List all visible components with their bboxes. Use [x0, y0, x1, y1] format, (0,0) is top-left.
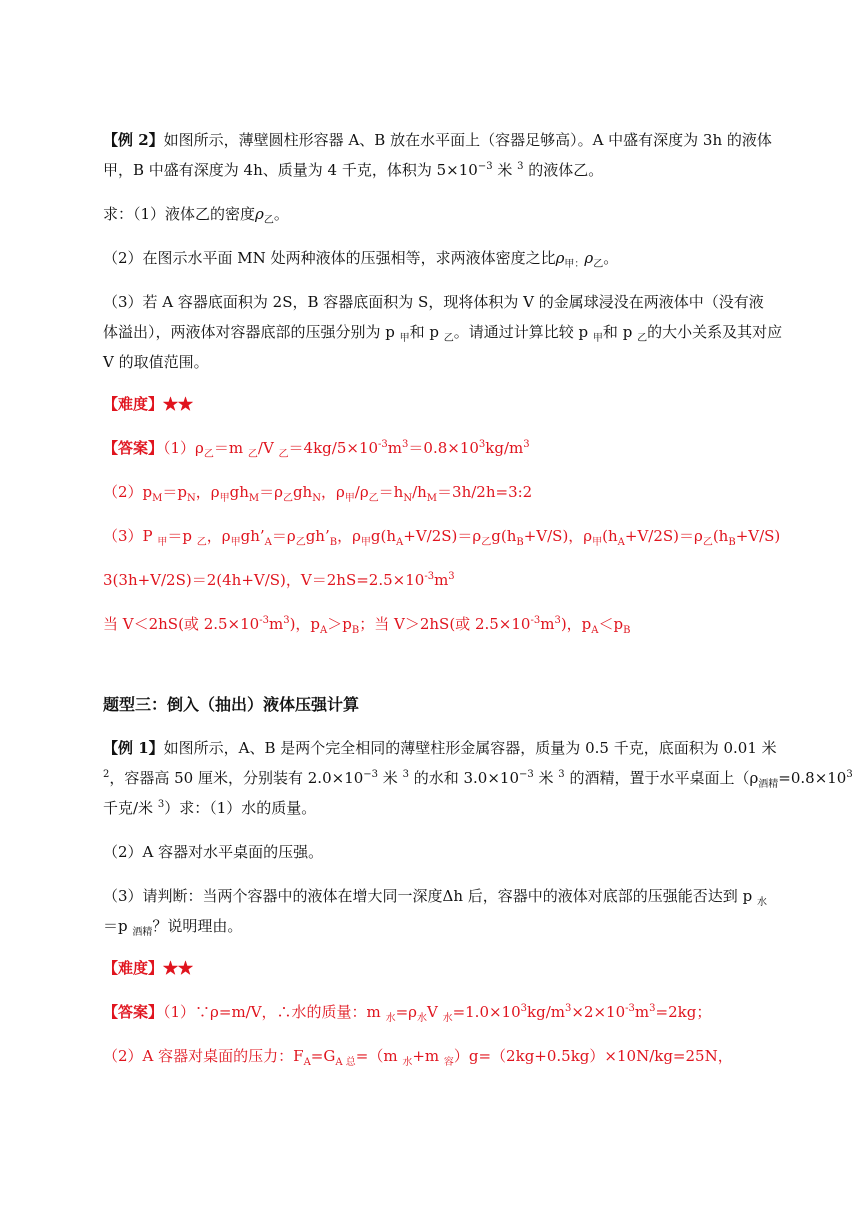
ex2-question-1: 求：（1）液体乙的密度$\rho_乙$。 — [103, 205, 289, 226]
ex1-line-1: 【例 1】如图所示，A、B 是两个完全相同的薄壁柱形金属容器，质量为 0.5 千克，底面积为 0.01 米 — [103, 739, 777, 757]
ex2-question-3-line-2: 体溢出），两液体对容器底部的压强分别为 p $_甲$和 p $_乙$。请通过计算比较 p $_甲$和 p $_乙$的大小关系及其对应 — [103, 323, 783, 344]
ex1-question-3-line-2: ＝p $_{酒精}$？说明理由。 — [103, 917, 243, 938]
ex1-difficulty: 【难度】★★ — [103, 959, 194, 977]
ex1-answer-1: 【答案】（1）∵ρ=m/V，∴水的质量：m $_水=\rho_水V$ $_水=1.0\times 10^3kg/m^3\times 2\times 10^{-3}m^3=2kg$； — [103, 1003, 712, 1024]
ex2-difficulty: 【难度】★★ — [103, 395, 194, 413]
ex2-line-2: 甲，B 中盛有深度为 4h、质量为 4 千克，体积为 $5\times 10^{-3}$ 米 $^3$ 的液体乙。 — [103, 161, 604, 179]
ex1-question-3-line-1: （3）请判断：当两个容器中的液体在增大同一深度Δh 后，容器中的液体对底部的压强能否达到 p $_水$ — [103, 887, 767, 908]
ex2-question-2: （2）在图示水平面 MN 处两种液体的压强相等，求两液体密度之比$\rho_{甲:}\rho_乙$。 — [103, 249, 619, 270]
ex1-line-3: 千克/米 $^3$）求：（1）水的质量。 — [103, 799, 317, 817]
ex1-question-2: （2）A 容器对水平桌面的压强。 — [103, 843, 324, 861]
section-title: 题型三：倒入（抽出）液体压强计算 — [103, 695, 360, 714]
ex2-line-1: 【例 2】如图所示，薄壁圆柱形容器 A、B 放在水平面上（容器足够高）。A 中盛有深度为 3h 的液体 — [103, 131, 772, 149]
ex1-answer-2: （2）A 容器对桌面的压力：$F_A=G_{A 总}=(m$ $_水$+m $_容$）g=（2kg+0.5kg）×10N/kg=25N， — [103, 1047, 733, 1068]
ex2-question-3-line-1: （3）若 A 容器底面积为 2S，B 容器底面积为 S，现将体积为 V 的金属球浸没在两液体中（没有液 — [103, 293, 764, 311]
ex1-line-2: $^2$，容器高 50 厘米，分别装有 $2.0\times 10^{-3}$ 米 $^3$ 的水和 $3.0\times 10^{-3}$ 米 $^3$ 的酒精，置于水平桌面上（$\rho_{酒精}=0.8\times 10^3$ — [103, 769, 853, 790]
ex2-answer-1: 【答案】$(1)\rho_乙=m$ $_乙$/V $_乙=4kg/5\times 10^{-3}m^3=0.8\times 10^3kg/m^3$ — [103, 439, 530, 460]
ex2-answer-3-line-3: 当 V＜2hS(或 $2.5\times 10^{-3}m^3$)，$p_A>p_B$；当 V＞2hS(或 $2.5\times 10^{-3}m^3$)，$p_A<p_B$ — [103, 615, 631, 636]
ex2-question-3-line-3: V 的取值范围。 — [103, 353, 209, 371]
ex2-answer-3-line-2: 3(3h+V/2S)＝2(4h+V/S)，$V=2hS=2.5\times 10^{-3}m^3$ — [103, 571, 455, 589]
ex2-answer-3-line-1: （3）P $_甲$＝p $_乙$，$\rho_甲gh’_A=\rho_乙gh’_B$，$\rho_甲g(h_A+V/2S)=\rho_乙g(h_B+V/S)$，$\rho_甲(h_A+V/2S)=\rho_乙(h_B+V/S)$ — [103, 527, 781, 548]
ex2-answer-2: $(2)p_M=p_N$，$\rho_甲gh_M=\rho_乙gh_N$，$\rho_甲/\rho_乙=h_N/h_M=3h/2h=3:2$ — [103, 483, 533, 504]
